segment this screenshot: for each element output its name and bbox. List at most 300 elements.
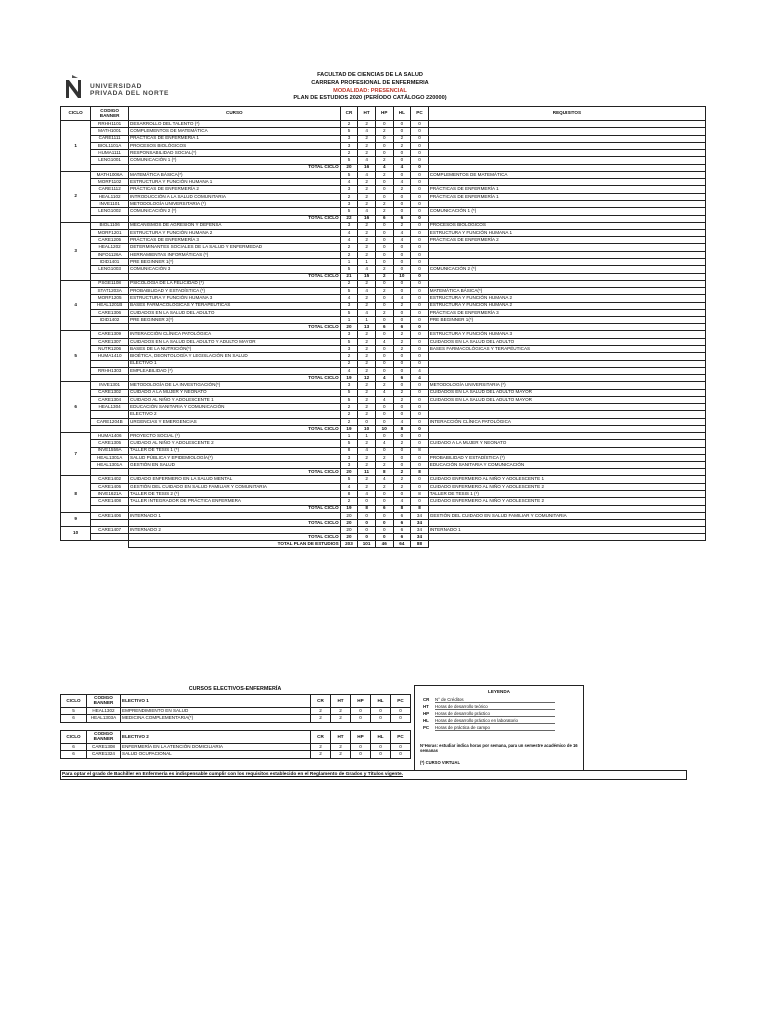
course-code: LENG1002 bbox=[91, 208, 129, 215]
course-row bbox=[61, 346, 706, 353]
course-code: CARE1405 bbox=[91, 483, 129, 490]
course-pc: 8 bbox=[411, 491, 429, 498]
course-ht: 2 bbox=[358, 454, 376, 461]
course-row bbox=[61, 317, 706, 324]
elective-header-row bbox=[61, 695, 411, 708]
total-req-spacer bbox=[428, 215, 705, 222]
course-hl: 4 bbox=[393, 498, 411, 505]
course-row bbox=[61, 179, 706, 186]
course-hl: 0 bbox=[393, 491, 411, 498]
total-cr: 20 bbox=[340, 469, 358, 476]
course-row bbox=[61, 244, 706, 251]
course-row bbox=[61, 440, 706, 447]
total-spacer bbox=[91, 534, 129, 541]
course-pc: 0 bbox=[411, 287, 429, 294]
total-hp: 6 bbox=[375, 505, 393, 512]
course-name: COMUNICACIÓN 2 (*) bbox=[129, 208, 341, 215]
course-name: BIOÉTICA, DEONTOLOGÍA Y LEGISLACIÓN EN SALUD bbox=[129, 353, 341, 360]
course-ht: 2 bbox=[358, 338, 376, 345]
course-row bbox=[61, 121, 706, 128]
course-requisite: TALLER DE TESIS 1 (*) bbox=[428, 491, 705, 498]
course-hp: 0 bbox=[375, 346, 393, 353]
course-code: LENG1001 bbox=[91, 157, 129, 164]
course-hp: 0 bbox=[375, 237, 393, 244]
course-hp: 0 bbox=[375, 259, 393, 266]
total-pc: 34 bbox=[411, 534, 429, 541]
course-row bbox=[61, 171, 706, 178]
total-ht: 15 bbox=[358, 273, 376, 280]
course-requisite bbox=[428, 367, 705, 374]
course-requisite: COMUNICACIÓN 1 (*) bbox=[428, 208, 705, 215]
course-hp: 0 bbox=[375, 526, 393, 533]
course-ht: 4 bbox=[358, 208, 376, 215]
elective-col-hp: HP bbox=[351, 695, 371, 708]
course-hp: 0 bbox=[375, 317, 393, 324]
course-cr: 1 bbox=[340, 432, 358, 439]
cycle-total-label: TOTAL CICLO bbox=[129, 273, 341, 280]
course-cr: 3 bbox=[340, 462, 358, 469]
course-ht: 2 bbox=[358, 404, 376, 411]
course-name: MECANISMOS DE AGRESIÓN Y DEFENSA bbox=[129, 222, 341, 229]
total-hl: 6 bbox=[393, 375, 411, 382]
course-pc: 0 bbox=[411, 382, 429, 389]
course-code: RRHH1303 bbox=[91, 367, 129, 374]
course-code: CARE1402 bbox=[91, 476, 129, 483]
course-hl: 2 bbox=[393, 135, 411, 142]
course-pc: 8 bbox=[411, 447, 429, 454]
course-row bbox=[61, 498, 706, 505]
total-hl: 10 bbox=[393, 273, 411, 280]
cycle-total-row bbox=[61, 534, 706, 541]
elective-name: ENFERMERÍA EN LA ATENCIÓN DOMICILIARIA bbox=[121, 744, 311, 751]
course-code: INVE1559A bbox=[91, 447, 129, 454]
course-hl: 2 bbox=[393, 483, 411, 490]
course-cr: 2 bbox=[340, 360, 358, 367]
course-hl: 0 bbox=[393, 317, 411, 324]
course-ht: 2 bbox=[358, 440, 376, 447]
cycle-total-row bbox=[61, 324, 706, 331]
course-requisite bbox=[428, 280, 705, 287]
course-ht: 2 bbox=[358, 389, 376, 396]
course-cr: 3 bbox=[340, 302, 358, 309]
course-ht: 2 bbox=[358, 179, 376, 186]
total-ht: 8 bbox=[358, 505, 376, 512]
course-hl: 0 bbox=[393, 287, 411, 294]
course-row bbox=[61, 404, 706, 411]
course-cr: 5 bbox=[340, 157, 358, 164]
total-req-spacer bbox=[428, 425, 705, 432]
total-hp: 6 bbox=[375, 324, 393, 331]
course-code: INVE1621A bbox=[91, 491, 129, 498]
course-row bbox=[61, 229, 706, 236]
course-ht: 4 bbox=[358, 266, 376, 273]
course-code: CARE1205 bbox=[91, 237, 129, 244]
col-curso: CURSO bbox=[129, 107, 341, 121]
course-hp: 0 bbox=[375, 295, 393, 302]
course-code: MORF1205 bbox=[91, 295, 129, 302]
course-code: CARE1306 bbox=[91, 309, 129, 316]
course-pc: 0 bbox=[411, 483, 429, 490]
course-requisite: GESTIÓN DEL CUIDADO EN SALUD FAMILIAR Y COMUNITARIA bbox=[428, 512, 705, 519]
course-ht: 2 bbox=[358, 150, 376, 157]
course-hp: 0 bbox=[375, 251, 393, 258]
elective-cr: 2 bbox=[311, 715, 331, 722]
course-code: INFO1126A bbox=[91, 251, 129, 258]
course-requisite bbox=[428, 150, 705, 157]
elective-col-ht: HT bbox=[331, 695, 351, 708]
course-pc: 0 bbox=[411, 208, 429, 215]
course-requisite bbox=[428, 142, 705, 149]
course-requisite: INTERNADO 1 bbox=[428, 526, 705, 533]
course-hp: 0 bbox=[375, 447, 393, 454]
course-cr: 5 bbox=[340, 440, 358, 447]
course-code: IDID1402 bbox=[91, 317, 129, 324]
course-ht: 2 bbox=[358, 396, 376, 403]
elective-col-ciclo: CICLO bbox=[61, 731, 87, 744]
total-pc: 4 bbox=[411, 375, 429, 382]
course-requisite: CUIDADO ENFERMERO AL NIÑO Y ADOLESCENTE 2 bbox=[428, 483, 705, 490]
course-cr: 2 bbox=[340, 150, 358, 157]
col-hl: HL bbox=[393, 107, 411, 121]
legend-value: Horas de práctica de campo bbox=[435, 726, 555, 731]
course-hl: 0 bbox=[393, 454, 411, 461]
total-cr: 20 bbox=[340, 534, 358, 541]
course-pc: 0 bbox=[411, 128, 429, 135]
total-ht: 0 bbox=[358, 519, 376, 526]
course-name: INTERNADO 2 bbox=[129, 526, 341, 533]
cycle-total-label: TOTAL CICLO bbox=[129, 534, 341, 541]
legend-key: HP bbox=[423, 711, 430, 716]
course-ht: 2 bbox=[358, 331, 376, 338]
cycle-number: 10 bbox=[61, 526, 91, 540]
legend-key: HL bbox=[423, 718, 429, 723]
course-cr: 3 bbox=[340, 186, 358, 193]
course-pc: 0 bbox=[411, 317, 429, 324]
course-ht: 2 bbox=[358, 251, 376, 258]
total-ht: 16 bbox=[358, 164, 376, 171]
course-cr: 20 bbox=[340, 512, 358, 519]
course-row bbox=[61, 259, 706, 266]
course-row bbox=[61, 193, 706, 200]
course-requisite: PRÁCTICAS DE ENFERMERÍA 2 bbox=[428, 237, 705, 244]
course-code: HEAL1102 bbox=[91, 193, 129, 200]
course-name: PRÁCTICAS DE ENFERMERÍA 3 bbox=[129, 237, 341, 244]
course-cr: 3 bbox=[340, 142, 358, 149]
legend-key: PC bbox=[423, 725, 430, 730]
course-hl: 0 bbox=[393, 367, 411, 374]
elective-ht: 2 bbox=[331, 715, 351, 722]
total-hl: 6 bbox=[393, 534, 411, 541]
course-hp: 2 bbox=[375, 483, 393, 490]
course-name: EDUCACIÓN SANITARIA Y COMUNICACIÓN bbox=[129, 404, 341, 411]
course-requisite bbox=[428, 121, 705, 128]
course-requisite: COMPLEMENTOS DE MATEMÁTICA bbox=[428, 171, 705, 178]
course-hl: 0 bbox=[393, 447, 411, 454]
course-row bbox=[61, 237, 706, 244]
course-name: COMUNICACIÓN 1 (*) bbox=[129, 157, 341, 164]
course-requisite: CUIDADO ENFERMERO AL NIÑO Y ADOLESCENTE 1 bbox=[428, 476, 705, 483]
total-req-spacer bbox=[428, 273, 705, 280]
course-name: HERRAMIENTAS INFORMÁTICAS (*) bbox=[129, 251, 341, 258]
course-name: URGENCIAS Y EMERGENCIAS bbox=[129, 418, 341, 425]
course-code bbox=[91, 360, 129, 367]
course-pc: 0 bbox=[411, 309, 429, 316]
course-name: SALUD PÚBLICA Y EPIDEMIOLOGÍA(*) bbox=[129, 454, 341, 461]
course-row bbox=[61, 367, 706, 374]
course-pc: 0 bbox=[411, 440, 429, 447]
course-pc: 0 bbox=[411, 498, 429, 505]
course-ht: 0 bbox=[358, 498, 376, 505]
study-plan-table bbox=[60, 106, 706, 548]
cycle-total-row bbox=[61, 519, 706, 526]
course-ht: 1 bbox=[358, 317, 376, 324]
course-requisite bbox=[428, 157, 705, 164]
elective-header-row bbox=[61, 731, 411, 744]
course-pc: 0 bbox=[411, 222, 429, 229]
cycle-number: 9 bbox=[61, 512, 91, 526]
course-code: CARE1407 bbox=[91, 526, 129, 533]
course-hp: 2 bbox=[375, 309, 393, 316]
course-cr: 5 bbox=[340, 389, 358, 396]
course-row bbox=[61, 526, 706, 533]
course-hl: 0 bbox=[393, 309, 411, 316]
course-cr: 5 bbox=[340, 338, 358, 345]
course-pc: 0 bbox=[411, 135, 429, 142]
course-name: PROBABILIDAD Y ESTADÍSTICA (*) bbox=[129, 287, 341, 294]
bachelor-requirement-note: Para optar el grado de Bachiller en Enfermería es indispensable cumplir con los requisitos establecido en el Reglamento de Grados y Títulos vigente. bbox=[60, 770, 687, 780]
course-code: HUMA1410 bbox=[91, 353, 129, 360]
course-name: METODOLOGÍA UNIVERSITARIA (*) bbox=[129, 200, 341, 207]
logo-n-icon bbox=[64, 74, 86, 100]
elective-hl: 0 bbox=[371, 744, 391, 751]
course-hl: 4 bbox=[393, 418, 411, 425]
course-cr: 5 bbox=[340, 171, 358, 178]
elective-col-pc: PC bbox=[391, 731, 411, 744]
elective-pc: 0 bbox=[391, 708, 411, 715]
course-pc: 0 bbox=[411, 142, 429, 149]
col-codigo: CODIGO BANNER bbox=[91, 107, 129, 121]
course-hl: 0 bbox=[393, 121, 411, 128]
course-ht: 2 bbox=[358, 483, 376, 490]
course-pc: 0 bbox=[411, 454, 429, 461]
course-row bbox=[61, 200, 706, 207]
course-requisite: PRÁCTICAS DE ENFERMERÍA 1 bbox=[428, 186, 705, 193]
course-requisite: ESTRUCTURA Y FUNCIÓN HUMANA 2 bbox=[428, 302, 705, 309]
course-hp: 2 bbox=[375, 208, 393, 215]
cycle-total-label: TOTAL CICLO bbox=[129, 375, 341, 382]
grand-cr: 203 bbox=[340, 541, 358, 548]
total-req-spacer bbox=[428, 534, 705, 541]
course-hp: 4 bbox=[375, 396, 393, 403]
elective-hl: 0 bbox=[371, 751, 391, 758]
elective-row bbox=[61, 744, 411, 751]
course-code: CARE1204B bbox=[91, 418, 129, 425]
course-ht: 2 bbox=[358, 186, 376, 193]
cycle-number: 5 bbox=[61, 331, 91, 382]
course-name: CUIDADOS EN LA SALUD DEL ADULTO Y ADULTO MAYOR bbox=[129, 338, 341, 345]
course-hp: 0 bbox=[375, 491, 393, 498]
total-ht: 16 bbox=[358, 215, 376, 222]
elective-code: CARE1324 bbox=[87, 751, 121, 758]
course-ht: 2 bbox=[358, 244, 376, 251]
course-name: CUIDADO ENFERMERO EN LA SALUD MENTAL bbox=[129, 476, 341, 483]
course-hl: 6 bbox=[393, 526, 411, 533]
course-cr: 5 bbox=[340, 309, 358, 316]
course-row bbox=[61, 280, 706, 287]
course-hl: 6 bbox=[393, 512, 411, 519]
course-hl: 4 bbox=[393, 237, 411, 244]
course-requisite bbox=[428, 411, 705, 418]
course-requisite bbox=[428, 179, 705, 186]
legend-title: LEYENDA bbox=[488, 689, 510, 694]
course-code: HEAL1301A bbox=[91, 454, 129, 461]
course-cr: 5 bbox=[340, 476, 358, 483]
total-hp: 0 bbox=[375, 519, 393, 526]
course-row bbox=[61, 411, 706, 418]
course-name: INTERACCIÓN CLÍNICA PATOLÓGICA bbox=[129, 331, 341, 338]
course-pc: 0 bbox=[411, 229, 429, 236]
course-hl: 2 bbox=[393, 331, 411, 338]
course-pc: 0 bbox=[411, 404, 429, 411]
course-ht: 0 bbox=[358, 512, 376, 519]
course-hp: 0 bbox=[375, 418, 393, 425]
grand-total-label: TOTAL PLAN DE ESTUDIOS bbox=[129, 541, 341, 548]
total-pc: 34 bbox=[411, 519, 429, 526]
elective-ciclo: 6 bbox=[61, 715, 87, 722]
course-hl: 0 bbox=[393, 432, 411, 439]
cycle-total-row bbox=[61, 469, 706, 476]
course-cr: 2 bbox=[340, 280, 358, 287]
course-ht: 2 bbox=[358, 302, 376, 309]
course-hl: 0 bbox=[393, 266, 411, 273]
cycle-number: 2 bbox=[61, 171, 91, 222]
course-hp: 2 bbox=[375, 200, 393, 207]
course-requisite: ESTRUCTURA Y FUNCIÓN HUMANA 2 bbox=[428, 295, 705, 302]
course-cr: 2 bbox=[340, 244, 358, 251]
course-row bbox=[61, 157, 706, 164]
total-hp: 6 bbox=[375, 215, 393, 222]
cycle-total-row bbox=[61, 215, 706, 222]
course-name: PROCESOS BIOLÓGICOS bbox=[129, 142, 341, 149]
elective-hp: 0 bbox=[351, 715, 371, 722]
elective-hl: 0 bbox=[371, 708, 391, 715]
course-name: BASES FARMACOLÓGICAS Y TERAPÉUTICAS bbox=[129, 302, 341, 309]
cycle-total-label: TOTAL CICLO bbox=[129, 519, 341, 526]
total-req-spacer bbox=[428, 324, 705, 331]
course-pc: 0 bbox=[411, 251, 429, 258]
elective-hp: 0 bbox=[351, 744, 371, 751]
course-hl: 4 bbox=[393, 179, 411, 186]
course-pc: 0 bbox=[411, 389, 429, 396]
course-ht: 4 bbox=[358, 491, 376, 498]
course-cr: 3 bbox=[340, 135, 358, 142]
course-hp: 4 bbox=[375, 440, 393, 447]
total-spacer bbox=[91, 215, 129, 222]
course-ht: 2 bbox=[358, 200, 376, 207]
cycle-total-row bbox=[61, 273, 706, 280]
course-cr: 5 bbox=[340, 266, 358, 273]
course-name: ELECTIVO 2 bbox=[129, 411, 341, 418]
course-hl: 0 bbox=[393, 259, 411, 266]
course-requisite: BASES FARMACOLÓGICAS Y TERAPÉUTICAS bbox=[428, 346, 705, 353]
elective-ht: 2 bbox=[331, 708, 351, 715]
course-ht: 2 bbox=[358, 360, 376, 367]
elective-hl: 0 bbox=[371, 715, 391, 722]
course-hl: 2 bbox=[393, 142, 411, 149]
course-hp: 2 bbox=[375, 171, 393, 178]
course-ht: 2 bbox=[358, 367, 376, 374]
course-ht: 2 bbox=[358, 353, 376, 360]
course-requisite bbox=[428, 128, 705, 135]
course-cr: 3 bbox=[340, 382, 358, 389]
course-cr: 8 bbox=[340, 447, 358, 454]
grand-pc: 88 bbox=[411, 541, 429, 548]
elective-col-cr: CR bbox=[311, 695, 331, 708]
course-row bbox=[61, 512, 706, 519]
course-ht: 1 bbox=[358, 432, 376, 439]
course-ht: 4 bbox=[358, 309, 376, 316]
course-name: RESPONSABILIDAD SOCIAL(*) bbox=[129, 150, 341, 157]
course-pc: 0 bbox=[411, 476, 429, 483]
course-name: ESTRUCTURA Y FUNCIÓN HUMANA 3 bbox=[129, 295, 341, 302]
course-pc: 34 bbox=[411, 512, 429, 519]
course-requisite: COMUNICACIÓN 2 (*) bbox=[428, 266, 705, 273]
course-requisite: MATEMÁTICA BÁSICA(*) bbox=[428, 287, 705, 294]
course-hl: 2 bbox=[393, 440, 411, 447]
total-spacer bbox=[91, 324, 129, 331]
course-cr: 2 bbox=[340, 418, 358, 425]
course-ht: 2 bbox=[358, 280, 376, 287]
total-req-spacer bbox=[428, 375, 705, 382]
elective-code: CARE1308 bbox=[87, 744, 121, 751]
course-requisite: CUIDADOS EN LA SALUD DEL ADULTO MAYOR bbox=[428, 396, 705, 403]
course-cr: 2 bbox=[340, 404, 358, 411]
course-hp: 0 bbox=[375, 302, 393, 309]
course-cr: 8 bbox=[340, 491, 358, 498]
course-requisite: CUIDADOS EN LA SALUD DEL ADULTO MAYOR bbox=[428, 389, 705, 396]
course-hp: 0 bbox=[375, 193, 393, 200]
elective-ht: 2 bbox=[331, 751, 351, 758]
cycle-total-row bbox=[61, 164, 706, 171]
course-row bbox=[61, 491, 706, 498]
elective-pc: 0 bbox=[391, 751, 411, 758]
course-cr: 4 bbox=[340, 179, 358, 186]
cycle-number: 4 bbox=[61, 280, 91, 331]
course-ht: 2 bbox=[358, 121, 376, 128]
elective-ht: 2 bbox=[331, 744, 351, 751]
course-cr: 5 bbox=[340, 208, 358, 215]
course-pc: 0 bbox=[411, 200, 429, 207]
col-pc: PC bbox=[411, 107, 429, 121]
course-name: TALLER DE TESIS 2 (*) bbox=[129, 491, 341, 498]
total-hp: 8 bbox=[375, 469, 393, 476]
course-name: ESTRUCTURA Y FUNCIÓN HUMANA 1 bbox=[129, 179, 341, 186]
total-pc: 0 bbox=[411, 273, 429, 280]
total-cr: 22 bbox=[340, 215, 358, 222]
course-cr: 4 bbox=[340, 229, 358, 236]
total-hl: 8 bbox=[393, 425, 411, 432]
course-code: CARE1406 bbox=[91, 512, 129, 519]
total-hp: 0 bbox=[375, 534, 393, 541]
course-requisite: ESTRUCTURA Y FUNCIÓN HUMANA 3 bbox=[428, 331, 705, 338]
course-ht: 4 bbox=[358, 287, 376, 294]
course-ht: 1 bbox=[358, 259, 376, 266]
total-cr: 21 bbox=[340, 273, 358, 280]
course-row bbox=[61, 208, 706, 215]
total-pc: 0 bbox=[411, 324, 429, 331]
course-cr: 2 bbox=[340, 251, 358, 258]
total-cr: 19 bbox=[340, 505, 358, 512]
